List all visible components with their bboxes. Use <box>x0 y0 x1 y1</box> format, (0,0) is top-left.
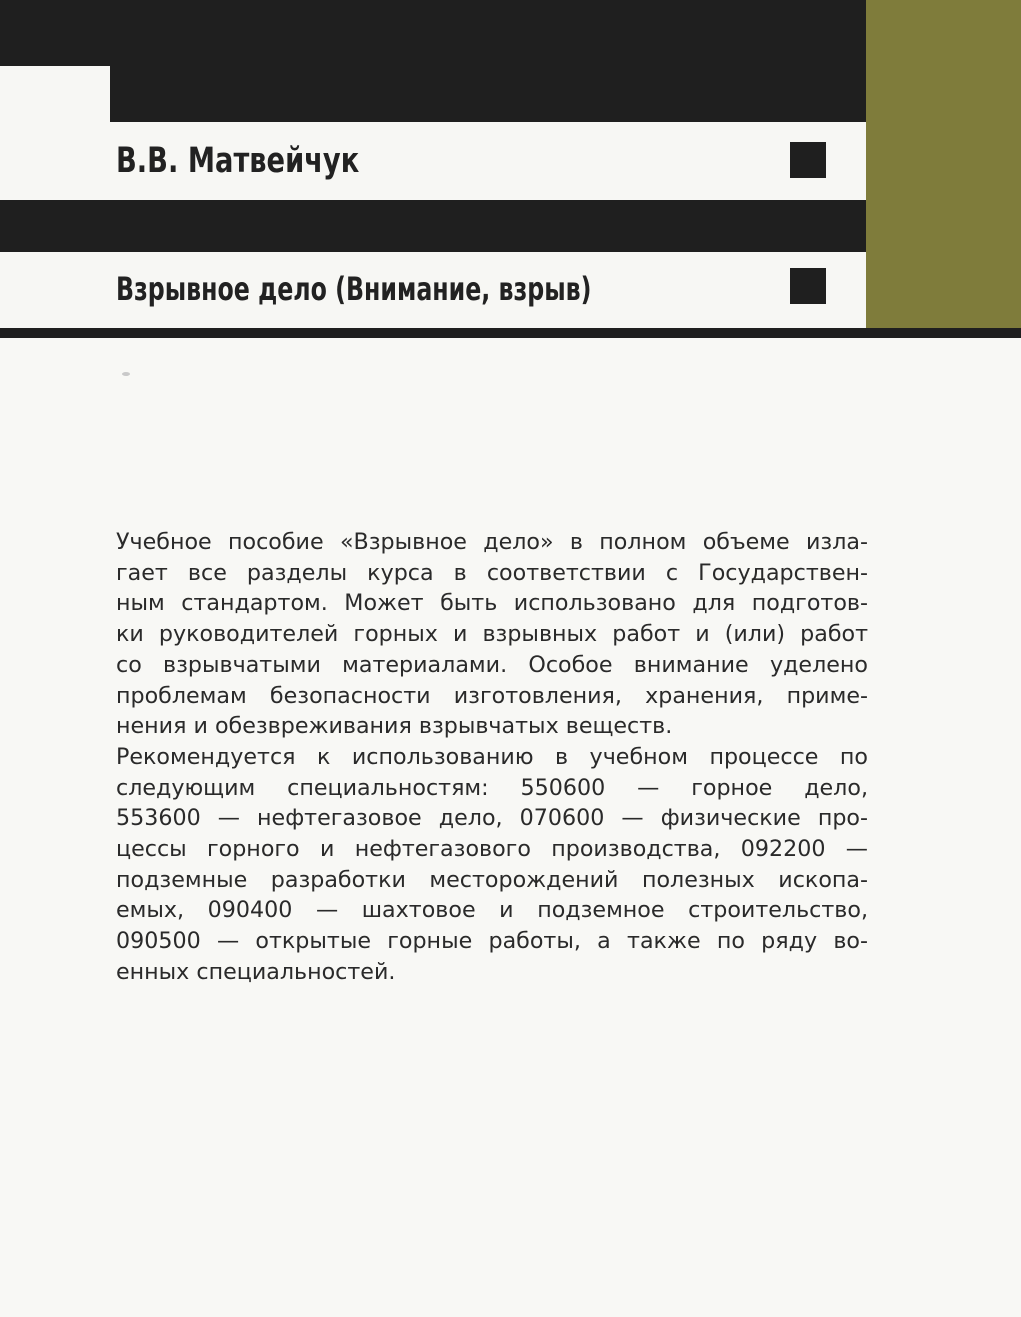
description-line: ки руководителей горных и взрывных работ и (или) работ <box>116 621 868 648</box>
upper-dark-band <box>110 66 866 122</box>
description-line: 553600 — нефтегазовое дело, 070600 — физические про- <box>116 805 868 832</box>
description-line: подземные разработки месторождений полезных ископа- <box>116 866 868 893</box>
description-paragraph-1 <box>116 527 868 742</box>
description-line: проблемам безопасности изготовления, хранения, приме- <box>116 682 868 709</box>
description-line: енных специальностей. <box>116 958 396 985</box>
author-name: В.В. Матвейчук <box>116 141 360 181</box>
description-line: емых, 090400 — шахтовое и подземное строительство, <box>116 897 868 924</box>
description-line: 090500 — открытые горные работы, а также по ряду во- <box>116 928 868 955</box>
description-line: Рекомендуется к использованию в учебном процессе по <box>116 743 868 770</box>
description-paragraph-2 <box>116 742 868 988</box>
olive-side-strip <box>866 0 1021 330</box>
print-speck <box>122 372 130 376</box>
description-line: со взрывчатыми материалами. Особое внимание уделено <box>116 651 868 678</box>
description-line: гает все разделы курса в соответствии с Государствен- <box>116 559 868 586</box>
description-line: цессы горного и нефтегазового производства, 092200 — <box>116 836 868 863</box>
description-line: ным стандартом. Может быть использовано для подготов- <box>116 590 868 617</box>
divider-line <box>0 328 1021 338</box>
author-marker-square <box>790 142 826 178</box>
top-dark-band <box>0 0 866 66</box>
description-line: нения и обезвреживания взрывчатых веществ. <box>116 713 673 740</box>
middle-dark-band <box>0 200 866 252</box>
description-line: Учебное пособие «Взрывное дело» в полном объеме изла- <box>116 529 868 555</box>
book-title: Взрывное дело (Внимание, взрыв) <box>116 270 592 308</box>
left-dark-notch <box>0 66 110 122</box>
book-description <box>116 527 868 988</box>
title-marker-square <box>790 268 826 304</box>
description-line: следующим специальностям: 550600 — горное дело, <box>116 774 868 801</box>
